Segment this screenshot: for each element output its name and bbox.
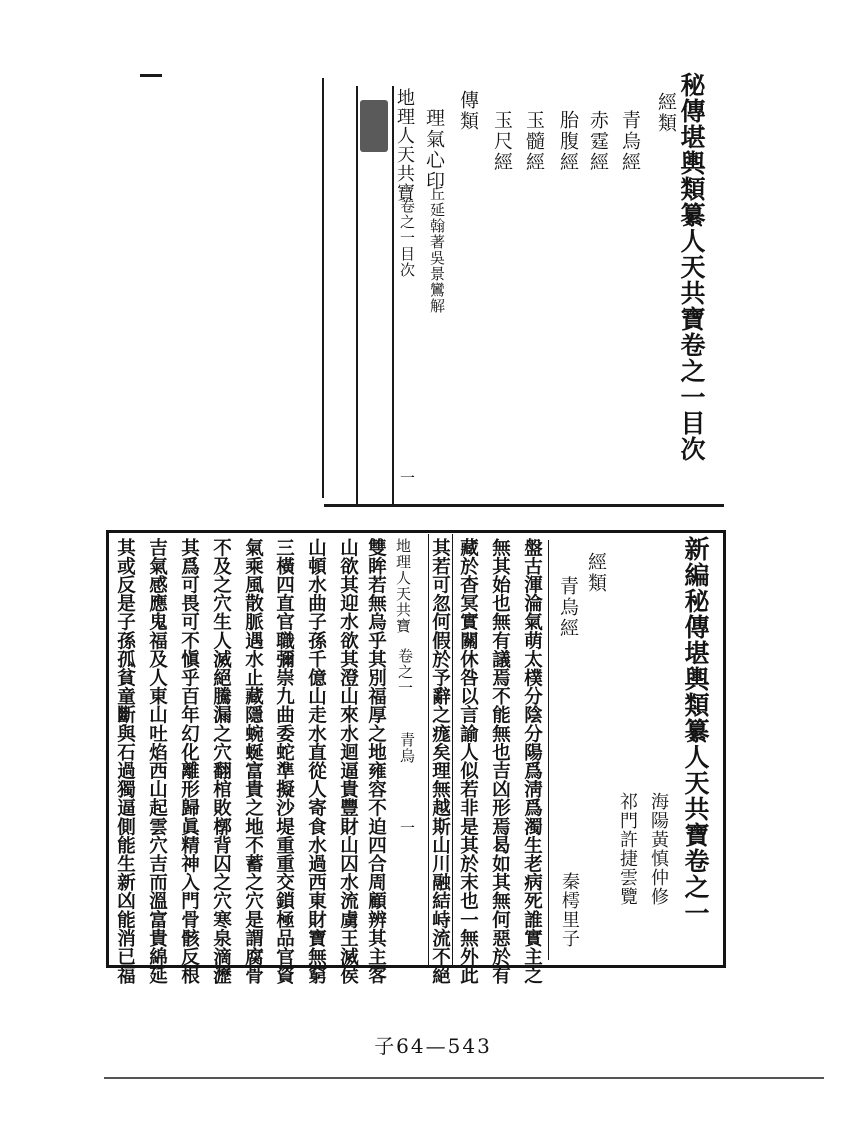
page-reference-caption: 子64—543 (374, 1034, 492, 1058)
lower-section-divider (548, 540, 549, 960)
toc-commentary-title: 理氣心印 (423, 108, 445, 192)
upper-section-classics: 經類 (655, 92, 677, 134)
lower-spine-volume: 卷之一 (396, 648, 414, 696)
text-column-1: 盤古渾淪氣萌太樸分陰分陽爲淸爲濁生老病死誰實主之 (521, 538, 543, 985)
lower-spine-book: 青烏 (398, 732, 416, 764)
text-column-2: 無其始也無有議焉不能無也吉凶形焉曷如其無何惡於有 (489, 538, 511, 985)
text-column-12: 吉氣感應鬼福及人東山吐焰西山起雲穴吉而溫富貴綿延 (146, 538, 168, 985)
scan-bottom-rule (104, 1077, 824, 1079)
toc-item-1: 青烏經 (619, 110, 641, 173)
lower-spine-line-2 (452, 534, 453, 966)
upper-section-commentaries: 傳類 (457, 90, 479, 132)
lower-spine-title: 地理人天共寶 (394, 538, 412, 634)
seal-stamp-mark (360, 100, 388, 152)
lower-section: 經類 (585, 552, 607, 594)
upper-spine-title: 地理人天共寶 (394, 88, 415, 202)
text-column-9: 氣乘風散脈遇水止藏隱蜿蜒富貴之地不蓄之穴是謂腐骨 (242, 538, 264, 985)
text-column-11: 其爲可畏可不愼乎百年幻化離形歸眞精神入門骨骸反根 (178, 538, 200, 985)
lower-book-title: 青烏經 (557, 576, 579, 639)
text-column-4: 其若可忽何假於予辭之痝矣理無越斯山川融結峙流不絕 (429, 538, 451, 985)
toc-item-2: 赤霆經 (587, 110, 609, 173)
editor-1: 海陽黃慎仲修 (648, 792, 669, 906)
upper-spine-page: 一 (398, 470, 416, 486)
upper-left-edge (322, 78, 324, 498)
toc-item-4: 玉髓經 (523, 110, 545, 173)
lower-spine-page: 一 (398, 820, 416, 836)
text-column-3: 藏於杳冥實關休咎以言諭人似若非是其於末也一無外此 (457, 538, 479, 985)
text-column-13: 其或反是子孫孤貧童斷與石過獨逼側能生新凶能消已福 (114, 538, 136, 985)
text-column-5: 雙眸若無烏乎其別福厚之地雍容不迫四合周顧辨其主客 (365, 538, 387, 985)
toc-item-3: 胎腹經 (557, 110, 579, 173)
upper-spine-line-1 (356, 86, 358, 506)
text-column-8: 三橫四直官職彌崇九曲委蛇準擬沙堤重重交鎖極品官資 (273, 538, 295, 985)
upper-bottom-edge (324, 504, 724, 507)
lower-spine-line-1 (428, 534, 429, 966)
upper-title: 秘傳堪輿類纂人天共寶卷之一目次 (677, 72, 706, 462)
editor-2: 祁門許捷雲覽 (617, 792, 638, 906)
upper-spine-volume: 卷之一目次 (398, 198, 416, 278)
toc-item-5: 玉尺經 (491, 110, 513, 173)
lower-title: 新編秘傳堪輿類纂人天共寶卷之一 (681, 536, 710, 926)
text-column-10: 不及之穴生人滅絕騰漏之穴翻棺敗槨背囚之穴寒泉滴瀝 (210, 538, 232, 985)
toc-commentary-author: 丘延翰著吳景鸞解 (428, 186, 446, 314)
lower-book-author: 秦樗里子 (559, 872, 580, 948)
text-column-6: 山欲其迎水欲其澄山來水迴逼貴豐財山囚水流虜王滅侯 (337, 538, 359, 985)
scan-speck (140, 74, 162, 77)
text-column-7: 山頓水曲子孫千億山走水直從人寄食水過西東財寶無窮 (305, 538, 327, 985)
